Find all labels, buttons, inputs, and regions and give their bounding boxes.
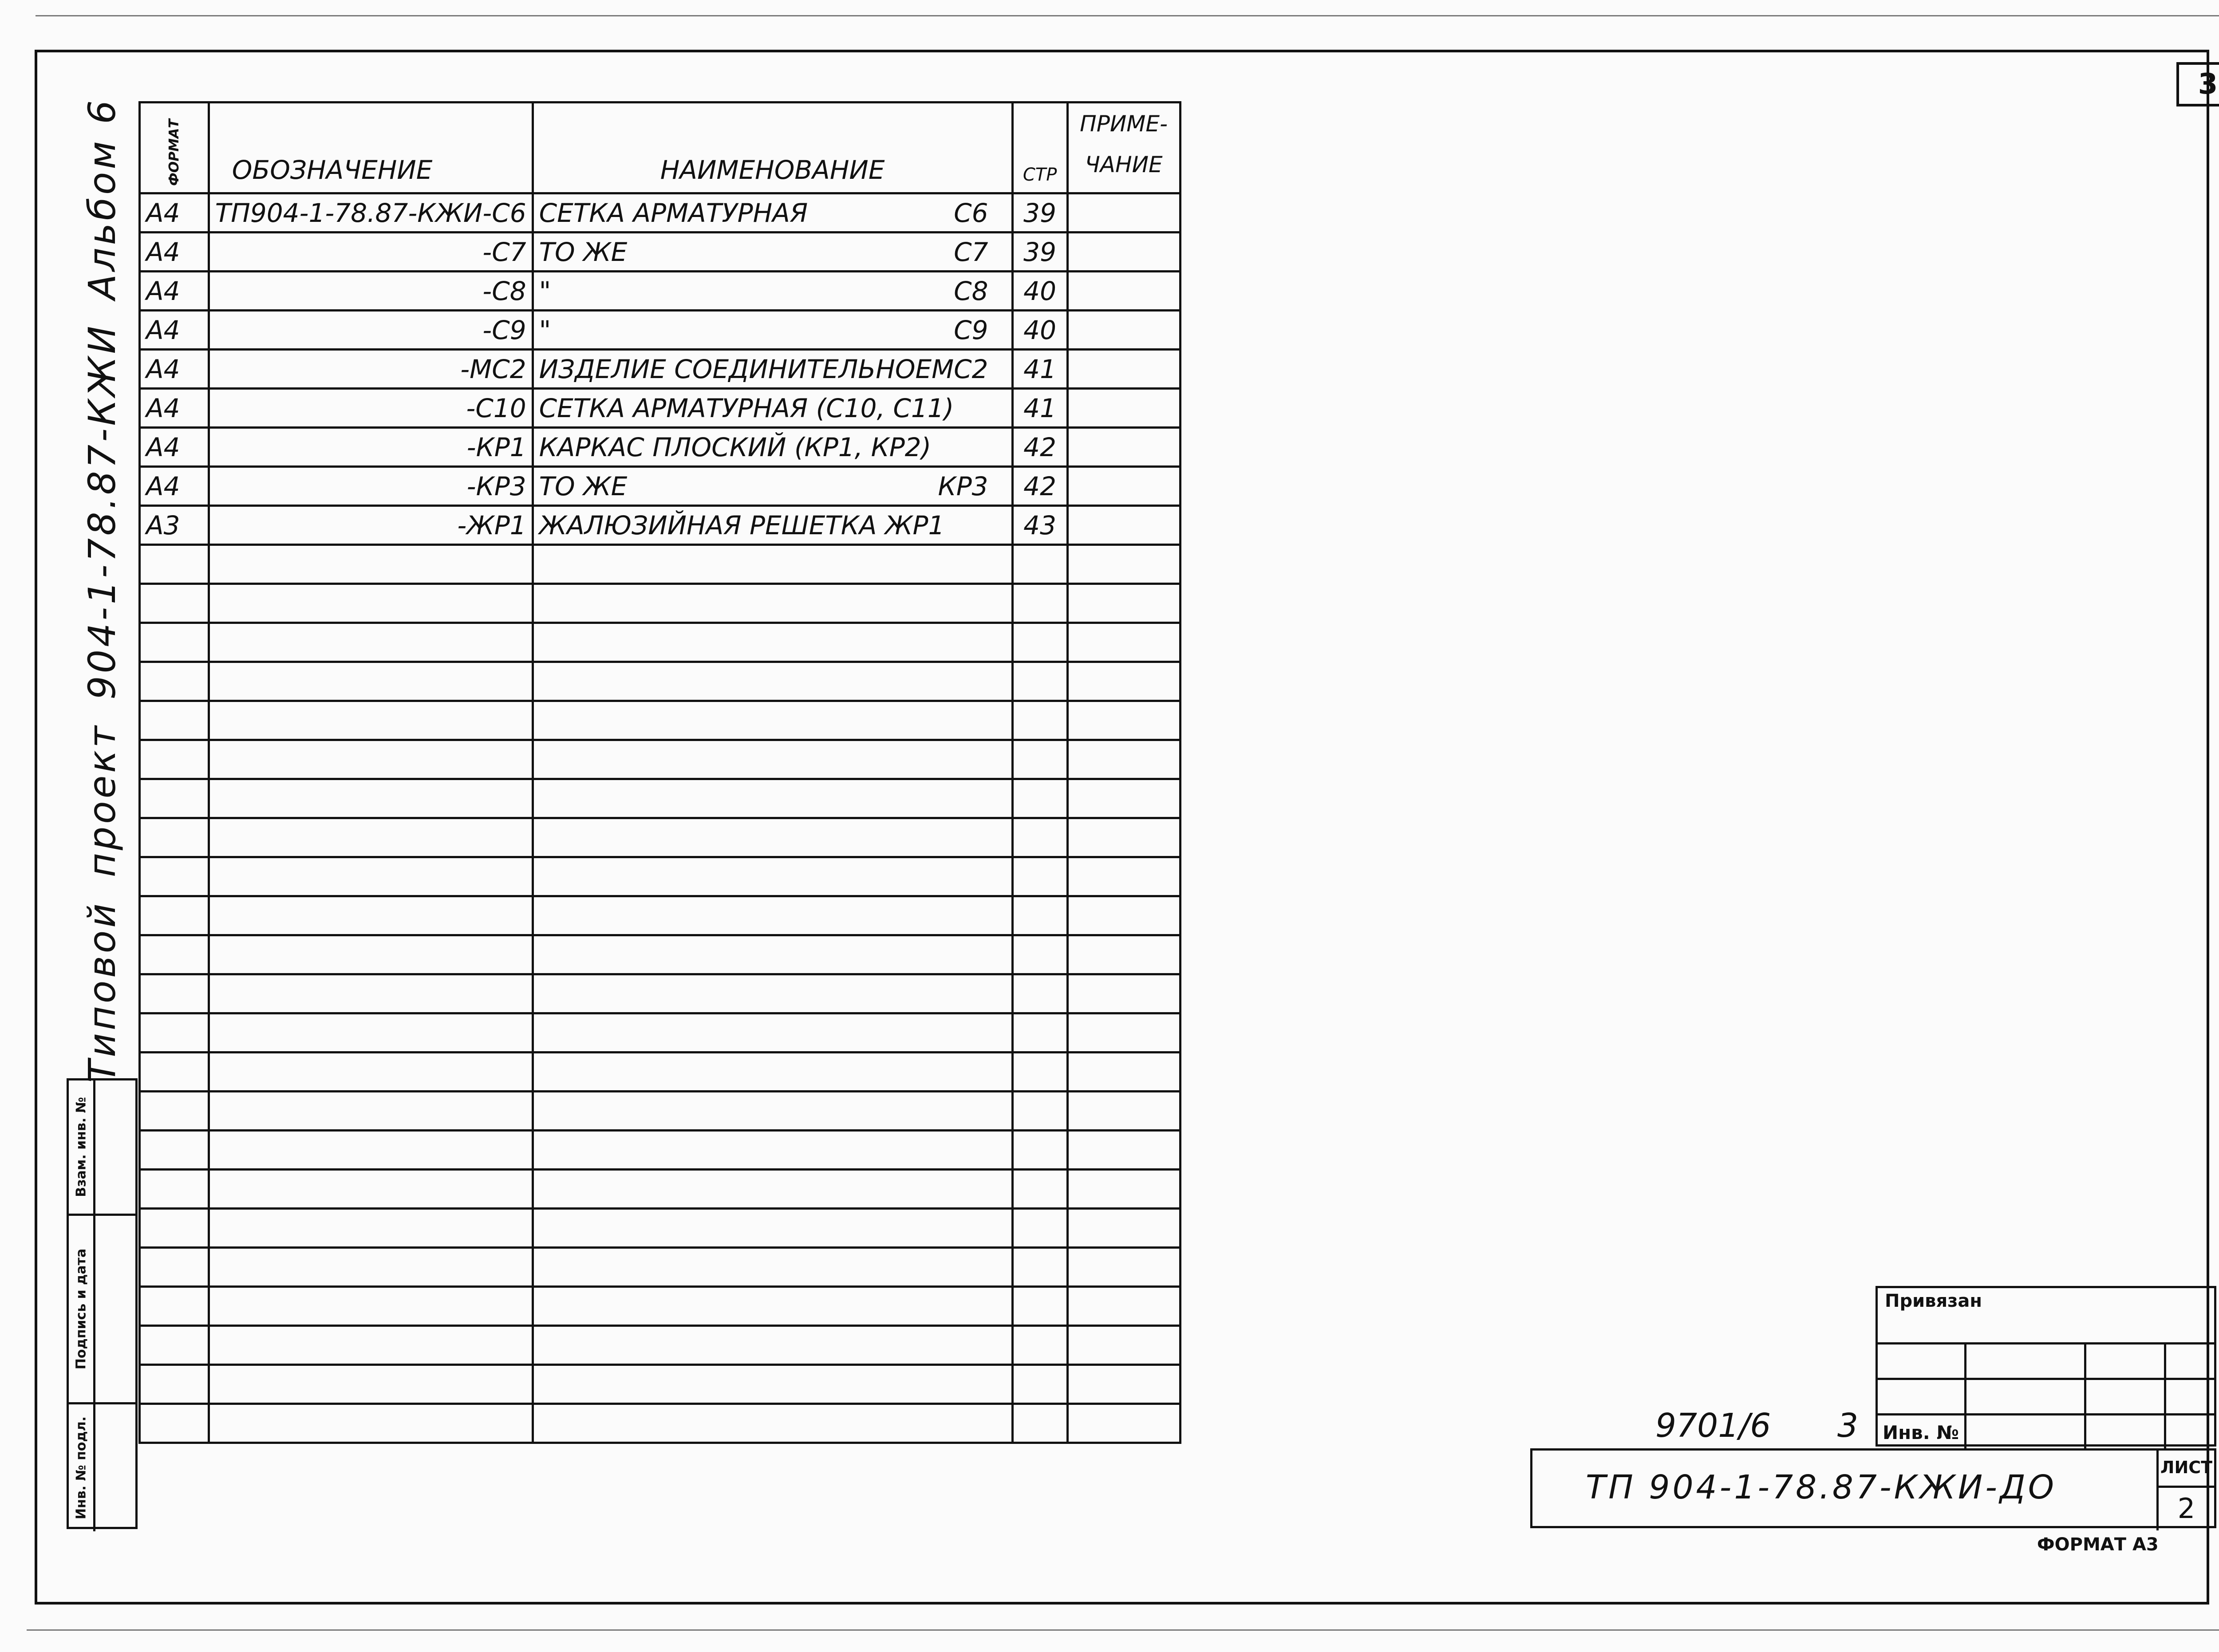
row-format [140,1053,209,1092]
table-row [140,779,1181,818]
table-row [140,701,1181,740]
row-format [140,584,209,623]
table-row [140,467,1181,506]
row-name-text: " [539,276,551,306]
row-name [533,272,1012,311]
row-name [533,467,1012,506]
row-mark [988,393,1006,423]
row-name [533,1092,1012,1131]
row-page [1012,974,1067,1013]
table-row [140,1013,1181,1053]
row-designation [209,701,533,740]
spine-word: Типовой [80,901,124,1083]
table-row [140,623,1181,662]
row-format [140,935,209,974]
row-page: 42 [1012,467,1067,506]
table-row [140,1131,1181,1170]
row-name [533,662,1012,701]
table-row [140,818,1181,857]
row-designation: -КР1 [209,428,533,467]
table-row [140,740,1181,779]
row-name [533,1053,1012,1092]
row-name [533,818,1012,857]
row-mark: МС2 [932,354,988,384]
row-page: 42 [1012,428,1067,467]
table-row [140,272,1181,311]
row-name-wrap [539,276,1006,306]
document-code: ТП 904-1-78.87-КЖИ-ДО [1586,1468,2057,1506]
row-note [1067,1326,1180,1365]
row-mark: С8 [954,276,988,306]
header-designation: ОБОЗНАЧЕНИЕ [209,103,533,193]
row-name [533,1326,1012,1365]
row-note [1067,1092,1180,1131]
table-row [140,1404,1181,1443]
row-note [1067,1248,1180,1287]
row-name-text: ЖАЛЮЗИЙНАЯ РЕШЕТКА ЖР1 [539,510,945,540]
title-block [1530,1448,2216,1528]
row-name-wrap [539,198,1006,228]
row-name [533,428,1012,467]
table-row [140,545,1181,584]
table-row [140,506,1181,545]
row-name-wrap [539,471,1006,501]
table-row [140,233,1181,272]
row-format [140,1404,209,1443]
table-row [140,311,1181,350]
row-designation [209,1326,533,1365]
row-name [533,1287,1012,1326]
row-page [1012,1248,1067,1287]
row-page [1012,818,1067,857]
side-stamp-cell [95,1404,135,1531]
row-note [1067,193,1180,233]
row-designation: -МС2 [209,350,533,389]
row-format [140,1287,209,1326]
row-format [140,623,209,662]
row-page [1012,1131,1067,1170]
row-designation: -С7 [209,233,533,272]
row-name [533,1131,1012,1170]
row-mark: С9 [954,315,988,345]
row-note [1067,584,1180,623]
row-page [1012,1170,1067,1209]
row-page: 41 [1012,389,1067,428]
row-name-text: КАРКАС ПЛОСКИЙ (КР1, КР2) [539,432,932,462]
row-format [140,974,209,1013]
binding-cell [1966,1413,2086,1449]
row-designation [209,623,533,662]
row-format [140,779,209,818]
row-name [533,857,1012,896]
spine-title-text [71,98,133,1083]
scan-artifact-line [36,15,2219,16]
row-page [1012,857,1067,896]
row-name [533,1209,1012,1248]
format-label: ФОРМАТ А3 [2037,1534,2159,1555]
row-name [533,740,1012,779]
side-stamp [67,1078,138,1529]
row-name [533,896,1012,935]
row-name-wrap [539,393,1006,423]
row-note [1067,1365,1180,1404]
row-note [1067,506,1180,545]
row-name [533,193,1012,233]
sheet-number: 2 [2156,1488,2214,1530]
row-designation [209,1209,533,1248]
binding-cell [1878,1342,1966,1378]
row-mark: С7 [954,237,988,267]
table-row [140,1170,1181,1209]
side-stamp-label [69,1404,95,1531]
row-format [140,1013,209,1053]
row-designation [209,818,533,857]
row-note [1067,1404,1180,1443]
row-designation [209,1404,533,1443]
row-page [1012,1209,1067,1248]
row-page [1012,1404,1067,1443]
row-designation [209,1248,533,1287]
row-name [533,506,1012,545]
row-page [1012,701,1067,740]
row-designation: ТП904-1-78.87-КЖИ-С6 [209,193,533,233]
row-name-text: ТО ЖЕ [539,237,628,267]
row-mark [988,510,1006,540]
header-page: СТР [1012,103,1067,193]
table-row [140,1248,1181,1287]
sheet-label: ЛИСТ [2156,1451,2214,1488]
row-name [533,623,1012,662]
row-note [1067,623,1180,662]
row-format [140,1248,209,1287]
row-page [1012,623,1067,662]
table-row [140,350,1181,389]
row-name [533,935,1012,974]
row-name-wrap [539,432,1006,462]
row-note [1067,1170,1180,1209]
binding-cell [2086,1413,2166,1449]
row-page [1012,1092,1067,1131]
binding-cell [1966,1342,2086,1378]
row-note [1067,1287,1180,1326]
row-designation: -КР3 [209,467,533,506]
row-page [1012,935,1067,974]
row-designation: -С8 [209,272,533,311]
row-note [1067,896,1180,935]
binding-cell [2166,1342,2214,1378]
row-designation: -С10 [209,389,533,428]
row-designation [209,1170,533,1209]
side-stamp-text: Подпись и дата [73,1248,89,1370]
row-format [140,1170,209,1209]
row-page: 39 [1012,193,1067,233]
row-page: 41 [1012,350,1067,389]
row-page [1012,545,1067,584]
row-name-wrap [539,237,1006,267]
row-name [533,584,1012,623]
row-designation [209,1365,533,1404]
row-note [1067,818,1180,857]
row-note [1067,467,1180,506]
row-name [533,974,1012,1013]
row-designation [209,662,533,701]
row-format [140,662,209,701]
spine-title [71,98,133,1083]
table-row [140,935,1181,974]
row-name [533,701,1012,740]
row-page: 39 [1012,233,1067,272]
row-format: А4 [140,350,209,389]
row-mark [988,432,1006,462]
side-stamp-cell [95,1080,135,1216]
row-note [1067,935,1180,974]
row-format [140,545,209,584]
row-page: 43 [1012,506,1067,545]
row-note [1067,779,1180,818]
row-name-text: " [539,315,551,345]
contents-table [138,101,1181,1444]
row-page: 40 [1012,272,1067,311]
row-format: А4 [140,272,209,311]
row-mark: С6 [954,197,988,228]
side-stamp-cell [95,1216,135,1404]
side-stamp-label [69,1080,95,1216]
row-note [1067,1053,1180,1092]
binding-cell [1966,1378,2086,1413]
side-stamp-text: Инв. № подл. [73,1416,89,1520]
table-header [140,103,1181,193]
row-designation [209,1092,533,1131]
table-row [140,1287,1181,1326]
table-row [140,1326,1181,1365]
row-note [1067,233,1180,272]
row-designation: -С9 [209,311,533,350]
row-note [1067,1013,1180,1053]
row-name-text: ИЗДЕЛИЕ СОЕДИНИТЕЛЬНОЕ [539,354,932,384]
scan-artifact-line [27,1629,2219,1631]
row-format [140,1326,209,1365]
row-name-wrap [539,315,1006,345]
row-name-text: ТО ЖЕ [539,471,628,501]
side-stamp-label [69,1216,95,1404]
row-note [1067,974,1180,1013]
row-note [1067,662,1180,701]
handwritten-number: 9701/6 [1655,1407,1771,1445]
row-format: А4 [140,311,209,350]
table-row [140,1209,1181,1248]
table-row [140,1053,1181,1092]
row-note [1067,350,1180,389]
side-stamp-text: Взам. инв. № [73,1097,89,1197]
row-format [140,1209,209,1248]
row-name-wrap [539,510,1006,540]
table-row [140,389,1181,428]
row-page [1012,662,1067,701]
row-note [1067,428,1180,467]
row-name-text: СЕТКА АРМАТУРНАЯ [539,197,808,228]
binding-cell [1878,1378,1966,1413]
header-format [140,103,209,193]
row-page [1012,1326,1067,1365]
row-name [533,545,1012,584]
row-page [1012,896,1067,935]
inventory-label: Инв. № [1883,1422,1959,1443]
row-name [533,1248,1012,1287]
row-name [533,1404,1012,1443]
row-name [533,1013,1012,1053]
row-name [533,1365,1012,1404]
table-row [140,896,1181,935]
row-designation [209,1131,533,1170]
row-note [1067,311,1180,350]
row-page: 40 [1012,311,1067,350]
spine-word: 904-1-78.87-КЖИ [80,323,124,700]
row-designation [209,1013,533,1053]
row-note [1067,740,1180,779]
handwritten-sheet: 3 [1837,1407,1859,1445]
row-designation [209,857,533,896]
row-designation [209,740,533,779]
table-row [140,857,1181,896]
row-name-text: СЕТКА АРМАТУРНАЯ (С10, С11) [539,393,954,423]
row-mark: КР3 [938,471,988,501]
row-note [1067,1131,1180,1170]
row-name [533,389,1012,428]
sheet-corner-number: 3 [2176,62,2219,106]
row-note [1067,857,1180,896]
binding-cell [2086,1378,2166,1413]
header-name: НАИМЕНОВАНИЕ [533,103,1012,193]
row-designation [209,974,533,1013]
row-format: А4 [140,193,209,233]
row-designation [209,1053,533,1092]
row-page [1012,1053,1067,1092]
row-format: А4 [140,428,209,467]
row-note [1067,1209,1180,1248]
row-format [140,740,209,779]
row-name [533,350,1012,389]
row-format: А4 [140,389,209,428]
spine-word: проект [80,723,124,878]
binding-cell [2166,1378,2214,1413]
table-row [140,1365,1181,1404]
row-designation [209,935,533,974]
row-format: А4 [140,467,209,506]
table-row [140,974,1181,1013]
row-format [140,701,209,740]
row-designation: -ЖР1 [209,506,533,545]
header-format-label: ФОРМАТ [166,119,182,186]
spine-word: Альбом 6 [80,98,124,300]
row-format [140,1131,209,1170]
row-format: А4 [140,233,209,272]
binding-cell [2166,1413,2214,1449]
row-name-wrap [539,354,1006,384]
row-format [140,818,209,857]
row-designation [209,896,533,935]
row-name [533,233,1012,272]
row-format: А3 [140,506,209,545]
row-format [140,1092,209,1131]
row-note [1067,545,1180,584]
row-page [1012,584,1067,623]
row-designation [209,779,533,818]
row-page [1012,779,1067,818]
header-note: ПРИМЕ- ЧАНИЕ [1067,103,1180,193]
table-row [140,193,1181,233]
row-page [1012,1013,1067,1053]
row-designation [209,584,533,623]
row-note [1067,389,1180,428]
row-format [140,857,209,896]
row-name [533,779,1012,818]
row-name [533,1170,1012,1209]
table-row [140,662,1181,701]
table-row [140,1092,1181,1131]
row-name [533,311,1012,350]
table-row [140,428,1181,467]
row-format [140,1365,209,1404]
table-row [140,584,1181,623]
row-page [1012,740,1067,779]
row-designation [209,1287,533,1326]
row-format [140,896,209,935]
row-note [1067,701,1180,740]
binding-cell [2086,1342,2166,1378]
row-page [1012,1287,1067,1326]
binding-title: Привязан [1885,1291,1982,1311]
row-page [1012,1365,1067,1404]
row-designation [209,545,533,584]
row-note [1067,272,1180,311]
